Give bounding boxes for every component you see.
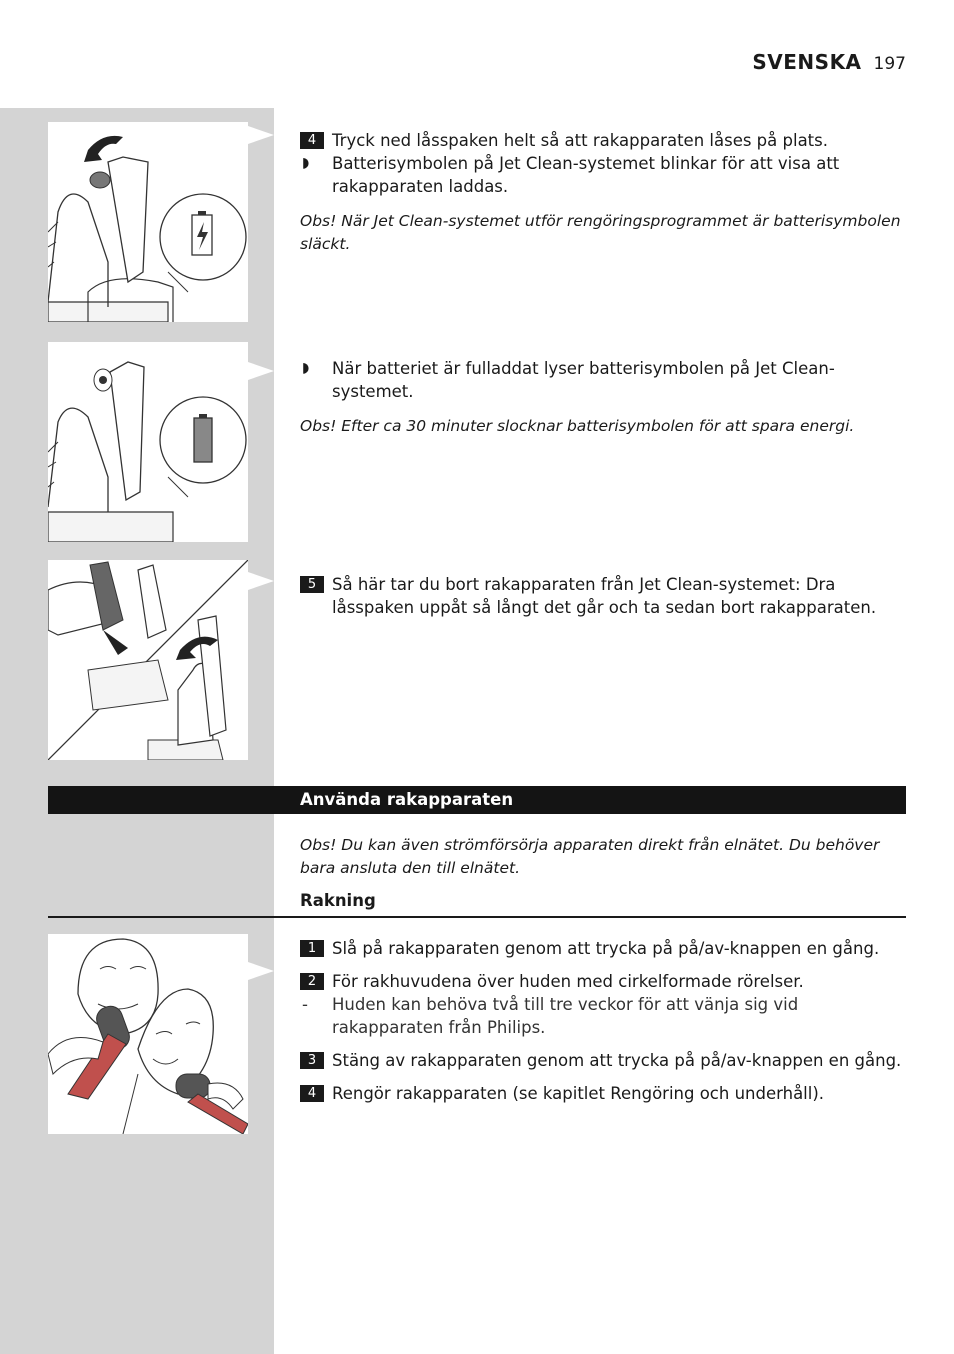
- step-text: Rengör rakapparaten (se kapitlet Rengöring och underhåll).: [332, 1084, 825, 1103]
- step-5-block: [300, 573, 906, 619]
- subsection-rule: [48, 916, 906, 918]
- step-text: Stäng av rakapparaten genom att trycka på på/av-knappen en gång.: [332, 1051, 902, 1070]
- section-note-block: [300, 834, 906, 880]
- step-number-badge: 3: [300, 1052, 324, 1069]
- bullet-text: Batterisymbolen på Jet Clean-systemet blinkar för att visa att rakapparaten laddas.: [332, 154, 840, 196]
- step-number-badge: 4: [300, 132, 324, 149]
- step-text: För rakhuvudena över huden med cirkelformade rörelser.: [332, 972, 804, 991]
- dash-marker: -: [302, 995, 308, 1014]
- note-mains-power: Obs! Du kan även strömförsörja apparaten direkt från elnätet. Du behöver bara ansluta den till elnätet.: [300, 836, 880, 877]
- step-4: [300, 129, 906, 152]
- figure-lock-lever: [48, 122, 248, 322]
- illustration-shaving: [48, 934, 248, 1134]
- figure-fully-charged: [48, 342, 248, 542]
- section-heading-bar: [48, 786, 906, 814]
- note-energy-saving: Obs! Efter ca 30 minuter slocknar batterisymbolen för att spara energi.: [300, 417, 855, 435]
- figure-pointer: [248, 572, 274, 590]
- step-number-badge: 4: [300, 1085, 324, 1102]
- sub-text: Huden kan behöva två till tre veckor för att vänja sig vid rakapparaten från Philips.: [332, 995, 799, 1037]
- step-4-block: [300, 129, 906, 256]
- step-number-badge: 5: [300, 576, 324, 593]
- illustration-fully-charged: [48, 342, 248, 542]
- section-title: Använda rakapparaten: [300, 790, 514, 809]
- step-text: Slå på rakapparaten genom att trycka på på/av-knappen en gång.: [332, 939, 880, 958]
- shaving-step-1: [300, 937, 906, 960]
- charged-block: [300, 357, 906, 438]
- step-5-text: Så här tar du bort rakapparaten från Jet Clean-systemet: Dra låsspaken uppåt så långt det går och ta sedan bort rakapparaten.: [332, 575, 877, 617]
- illustration-remove-shaver: [48, 560, 248, 760]
- subsection-title: Rakning: [300, 891, 376, 910]
- shaving-step-2-sub: [300, 993, 906, 1039]
- bullet-icon: ◗: [302, 360, 310, 376]
- shaving-step-2: [300, 970, 906, 993]
- figure-remove-shaver: [48, 560, 248, 760]
- figure-pointer: [248, 362, 274, 380]
- page-header: [752, 50, 906, 74]
- illustration-lock-lever: [48, 122, 248, 322]
- step-5: [300, 573, 906, 619]
- step-number-badge: 2: [300, 973, 324, 990]
- step-number-badge: 1: [300, 940, 324, 957]
- page-number: 197: [873, 54, 906, 74]
- step-4-text: Tryck ned låsspaken helt så att rakapparaten låses på plats.: [332, 131, 828, 150]
- bullet-icon: ◗: [302, 155, 310, 171]
- language-label: SVENSKA: [752, 50, 862, 74]
- note-cleaning-program: Obs! När Jet Clean-systemet utför rengöringsprogrammet är batterisymbolen släckt.: [300, 212, 901, 253]
- bullet-text: När batteriet är fulladdat lyser batterisymbolen på Jet Clean-systemet.: [332, 359, 835, 401]
- figure-pointer: [248, 962, 274, 980]
- figure-shaving: [48, 934, 248, 1134]
- figure-pointer: [248, 126, 274, 144]
- shaving-step-4: [300, 1082, 906, 1105]
- shaving-step-3: [300, 1049, 906, 1072]
- shaving-steps: [300, 937, 906, 1105]
- bullet-battery-blinking: [300, 152, 906, 198]
- bullet-fully-charged: [300, 357, 906, 403]
